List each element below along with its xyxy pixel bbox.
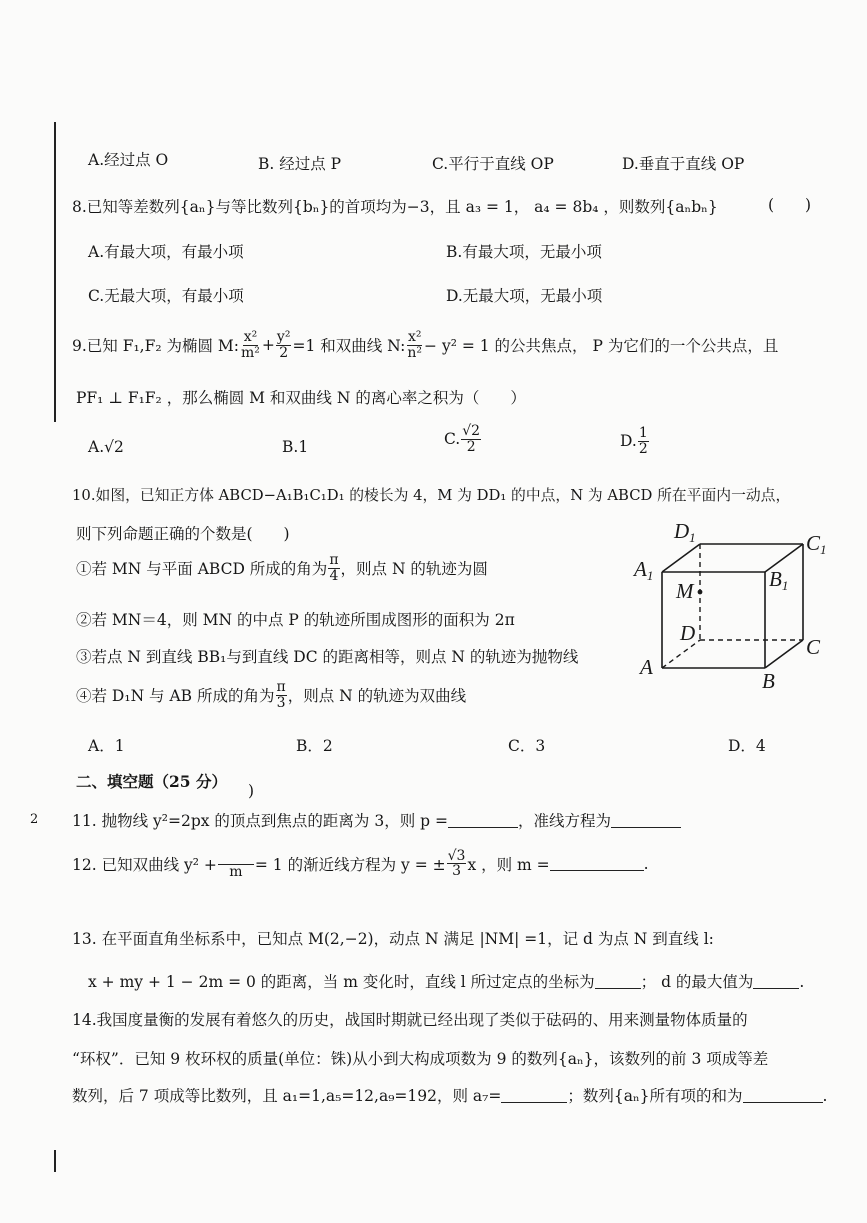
q9-option-c: C. $\frac{√2}{2}$ [444, 423, 481, 455]
q9-mid: =1 和双曲线 N: [292, 337, 406, 356]
q8-stem: 8.已知等差数列{aₙ}与等比数列{bₙ}的首项均为−3，且 a₃ = 1， a₄ = 8b₄ ，则数列{aₙbₙ} [72, 198, 718, 216]
q7-option-a: A.经过点 O [88, 151, 169, 169]
label-d: D [680, 621, 696, 645]
q13-blank-dmax[interactable] [753, 974, 799, 989]
q14-line1: 14.我国度量衡的发展有着悠久的历史，战国时期就已经出现了类似于砝码的、用来测量物体质量的 [72, 1011, 748, 1029]
margin-mark: 2 [30, 812, 39, 827]
q7-option-c: C.平行于直线 OP [432, 155, 554, 173]
q10-option-b: B．2 [296, 737, 333, 755]
q9-line1 [72, 330, 778, 360]
margin-rule-bottom [54, 1150, 56, 1172]
q8-option-b: B.有最大项，无最小项 [446, 243, 602, 261]
q9-line2: PF₁ ⊥ F₁F₂ ，那么椭圆 M 和双曲线 N 的离心率之积为（ ） [76, 389, 526, 407]
q8-option-c: C.无最大项，有最小项 [88, 287, 244, 305]
q10-statement-1: ①若 MN 与平面 ABCD 所成的角为 $\frac{\pi}{4}$ ，则点 N 的轨迹为圆 [76, 552, 488, 584]
q8-paren: ( ) [768, 196, 812, 214]
q10-option-d: D．4 [728, 737, 766, 755]
q9-option-b: B.1 [282, 438, 309, 456]
q13-line2: x + my + 1 − 2m = 0 的距离，当 m 变化时，直线 l 所过定点的坐标为 ； d 的最大值为 . [88, 973, 805, 991]
q9-option-a: A.√2 [88, 438, 124, 456]
q9-frac-n: $\frac{\text{x²}}{\text{n²}}$ [407, 329, 423, 361]
q10-statement-4: ④若 D₁N 与 AB 所成的角为 $\frac{\pi}{3}$ ，则点 N 的轨迹为双曲线 [76, 679, 467, 711]
q12-blank-m[interactable] [550, 856, 644, 871]
cube-figure [630, 512, 840, 698]
q10-line1: 10.如图，已知正方体 ABCD−A₁B₁C₁D₁ 的棱长为 4，M 为 DD₁ 的中点，N 为 ABCD 所在平面内一动点， [72, 487, 791, 504]
label-c: C [806, 635, 821, 659]
q14-blank-sum[interactable] [743, 1088, 823, 1103]
label-a1: A1 [634, 557, 654, 583]
label-b1: B1 [769, 567, 789, 593]
q11-blank-directrix[interactable] [611, 813, 681, 828]
q9-post: − y² = 1 的公共焦点， P 为它们的一个公共点，且 [424, 337, 779, 356]
q14-blank-a7[interactable] [501, 1088, 567, 1103]
point-m [698, 590, 703, 595]
q10-option-a: A．1 [88, 737, 125, 755]
q7-option-d: D.垂直于直线 OP [622, 155, 745, 173]
q14-line3: 数列，后 7 项成等比数列，且 a₁=1,a₅=12,a₉=192，则 a₇= ；数列{aₙ}所有项的和为 . [72, 1087, 828, 1105]
margin-rule-top [54, 122, 56, 422]
label-m: M [676, 579, 694, 603]
q11-blank-p[interactable] [448, 813, 518, 828]
q8-option-d: D.无最大项，无最小项 [446, 287, 603, 305]
q9-plus: + [261, 336, 275, 355]
q10-line2: 则下列命题正确的个数是( ) [76, 525, 290, 543]
label-b: B [762, 669, 775, 693]
q14-line2: “环权”．已知 9 枚环权的质量(单位：铢)从小到大构成项数为 9 的数列{aₙ}，该数列的前 3 项成等差 [72, 1050, 769, 1068]
q13-line1: 13. 在平面直角坐标系中，已知点 M(2,−2)，动点 N 满足 |NM| =1，记 d 为点 N 到直线 l: [72, 930, 714, 948]
label-c1: C1 [806, 531, 827, 557]
q10-option-c: C．3 [508, 737, 546, 755]
q10-statement-2: ②若 MN＝4，则 MN 的中点 P 的轨迹所围成图形的面积为 2π [76, 611, 515, 629]
q7-option-b: B. 经过点 P [258, 155, 342, 173]
label-d1: D1 [674, 519, 696, 545]
q9-frac-x: $\frac{\text{x²}}{\text{m²}}$ [241, 329, 260, 361]
q12: 12. 已知双曲线 y² + m = 1 的渐近线方程为 y = ± $\frac{√3}{3}$ x ，则 m = . [72, 847, 649, 880]
q9-pre: 9.已知 F₁,F₂ 为椭圆 M: [72, 337, 240, 356]
q11: 11. 抛物线 y²=2px 的顶点到焦点的距离为 3，则 p = ，准线方程为 [72, 809, 681, 831]
q13-blank-point[interactable] [595, 974, 641, 989]
stray-paren: ) [248, 782, 255, 800]
q10-statement-3: ③若点 N 到直线 BB₁与到直线 DC 的距离相等，则点 N 的轨迹为抛物线 [76, 648, 579, 666]
q9-frac-y: $\frac{\text{y²}}{2}$ [276, 329, 291, 361]
q9-option-d: D. $\frac{1}{2}$ [620, 425, 648, 457]
section-title-fill-blank: 二、填空题（25 分） [76, 772, 227, 791]
q8-option-a: A.有最大项，有最小项 [88, 243, 244, 261]
label-a: A [640, 655, 653, 679]
